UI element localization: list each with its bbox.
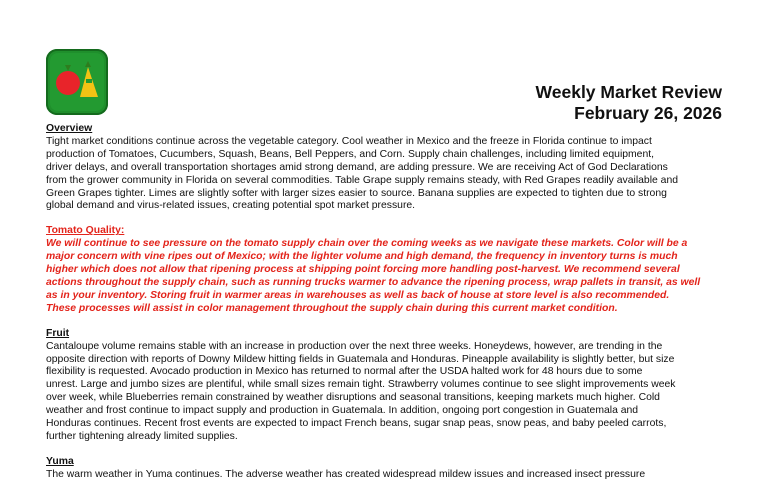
section-fruit bbox=[46, 328, 726, 444]
report-date: February 26, 2026 bbox=[574, 103, 722, 123]
logo-graphic bbox=[46, 49, 108, 115]
report-title: Weekly Market Review bbox=[535, 82, 722, 102]
yuma-heading: Yuma bbox=[46, 455, 74, 467]
section-tomato-quality bbox=[46, 225, 726, 315]
report-body bbox=[46, 123, 726, 494]
overview-heading: Overview bbox=[46, 123, 93, 134]
section-overview bbox=[46, 123, 726, 213]
tomato-quality-heading: Tomato Quality: bbox=[46, 225, 125, 237]
fruit-heading: Fruit bbox=[46, 327, 70, 339]
yuma-text: The warm weather in Yuma continues. The adverse weather has created widespread mildew issues and increased insect pressure bbox=[46, 468, 646, 480]
company-logo bbox=[46, 49, 108, 115]
tomato-quality-text: We will continue to see pressure on the tomato supply chain over the coming weeks as we navigate these markets. Color will be a major concern with vine ripes out of Mexico; with the lighter volume and high demand, the frequency in inventory turns is much higher which does not allow that ripening process at shipping point forcing more handling post-harvest. We recommend several actions throughout the supply chain, such as running trucks warmer to advance the ripening process, wrap pallets in transit, as well as in your inventory. Storing fruit in warmer areas in warehouses as well as back of house at store level is also recommended. These processes will assist in color management throughout the supply chain during this current market condition. bbox=[46, 238, 701, 314]
report-header bbox=[536, 82, 722, 124]
fruit-text: Cantaloupe volume remains stable with an increase in production over the next three weeks. Honeydews, however, are trending in the opposite direction with reports of Downy Mildew hitting fields in Guatemala and Honduras. Pineapple availability is slightly better, but size flexibility is requested. Avocado production in Mexico has returned to normal after the USDA halted work for 48 hours due to some unrest. Large and jumbo sizes are plentiful, while small sizes remain tight. Strawberry volumes continue to see slight improvements week over week, while Blueberries remain constrained by weather disruptions and seasonal transitions, keeping markets much higher. Cold weather and frost continue to impact supply and production in Guatemala. In addition, ongoing port congestion in Guatemala and Honduras continues. Recent frost events are expected to impact French beans, sugar snap peas, snow peas, and baby peeled carrots, further tightening already limited supplies. bbox=[46, 340, 676, 442]
overview-text: Tight market conditions continue across the vegetable category. Cool weather in Mexico and the freeze in Florida continue to impact production of Tomatoes, Cucumbers, Squash, Beans, Bell Peppers, and Corn. Supply chain challenges, including limited equipment, driver delays, and overall transportation shortages amid strong demand, are adding pressure. We are receiving Act of God Declarations from the grower community in Florida on several commodities. Table Grape supply remains steady, with Red Grapes readily available and Green Grapes tighter. Limes are slightly softer with larger sizes easier to source. Banana supplies are expected to tighten due to strong global demand and virus-related issues, creating potential spot market pressure. bbox=[46, 135, 679, 212]
section-yuma bbox=[46, 456, 726, 482]
